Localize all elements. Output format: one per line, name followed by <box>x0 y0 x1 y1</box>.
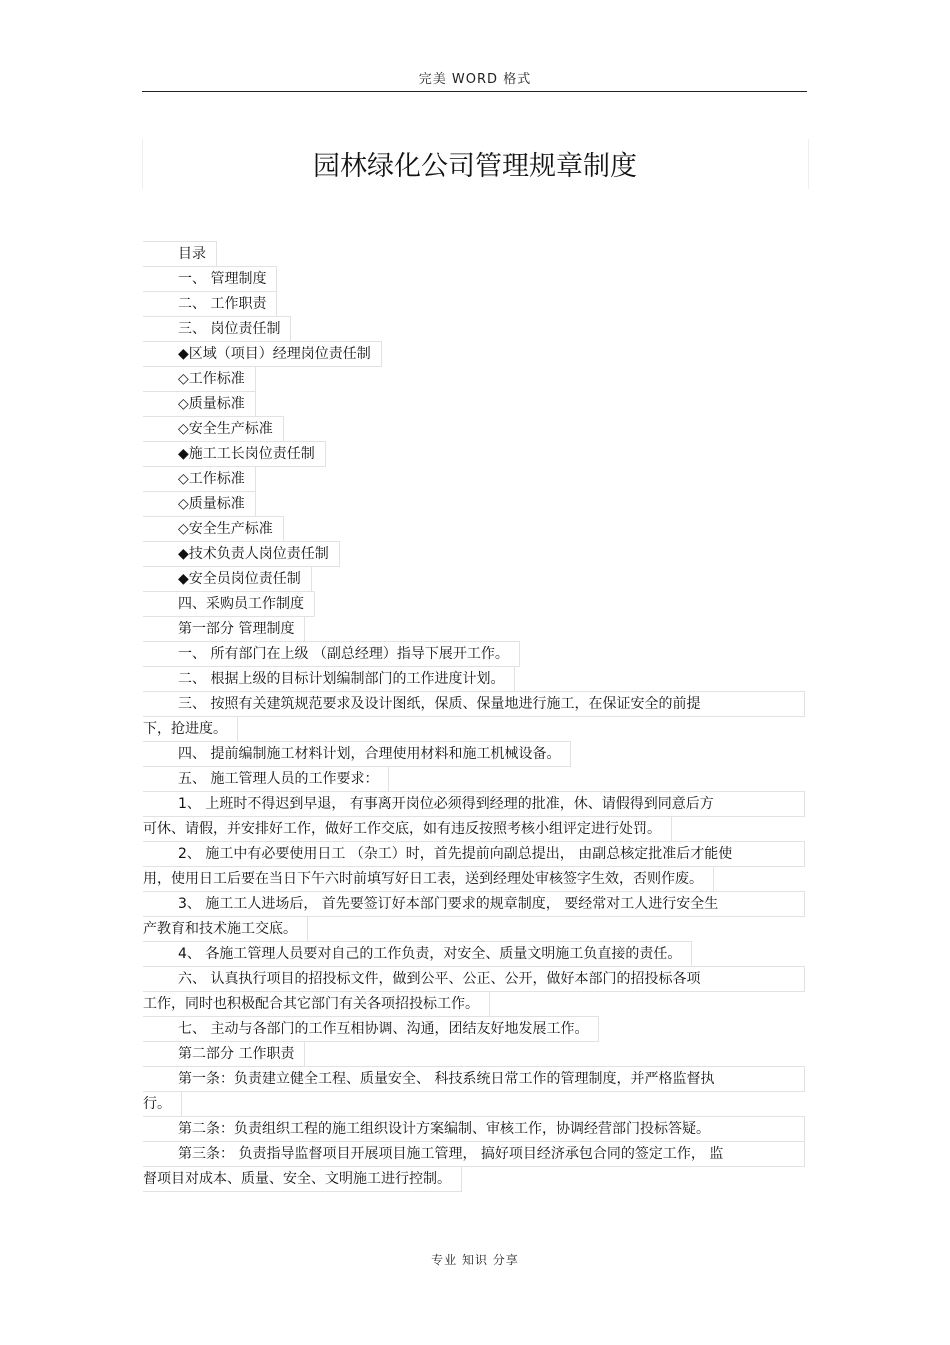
text-line <box>0 716 950 741</box>
text-line <box>0 566 950 591</box>
text-line <box>0 1091 950 1116</box>
text-line-content: 2、 施工中有必要使用日工 （杂工）时，首先提前向副总提出， 由副总核定批准后才能使 <box>143 841 805 867</box>
header-rule <box>142 91 807 92</box>
text-line-content: 4、 各施工管理人员要对自己的工作负责，对安全、质量文明施工负直接的责任。 <box>143 941 692 967</box>
text-line-content: 下，抢进度。 <box>143 716 238 742</box>
text-line <box>0 491 950 516</box>
text-line-content: 第三条： 负责指导监督项目开展项目施工管理， 搞好项目经济承包合同的签定工作， 监 <box>143 1141 805 1167</box>
text-line-content: 产教育和技术施工交底。 <box>143 916 308 942</box>
text-line-content: 第二条：负责组织工程的施工组织设计方案编制、审核工作，协调经营部门投标答疑。 <box>143 1116 805 1142</box>
text-line-content: 二、 工作职责 <box>143 291 277 317</box>
text-line <box>0 816 950 841</box>
text-line <box>0 891 950 916</box>
text-line-content: ◆施工工长岗位责任制 <box>143 441 326 467</box>
text-line-content: 一、 管理制度 <box>143 266 277 292</box>
text-line-content: ◇安全生产标准 <box>143 416 284 442</box>
text-line-content: 七、 主动与各部门的工作互相协调、沟通，团结友好地发展工作。 <box>143 1016 599 1042</box>
text-line <box>0 366 950 391</box>
text-line-content: ◇质量标准 <box>143 391 256 417</box>
text-line <box>0 341 950 366</box>
text-line-content: 用，使用日工后要在当日下午六时前填写好日工表，送到经理处审核签字生效，否则作废。 <box>143 866 714 892</box>
text-line <box>0 991 950 1016</box>
text-line-content: ◇工作标准 <box>143 366 256 392</box>
text-line <box>0 641 950 666</box>
text-line-content: 一、 所有部门在上级 （副总经理）指导下展开工作。 <box>143 641 520 667</box>
text-line-content: 3、 施工工人进场后， 首先要签订好本部门要求的规章制度， 要经常对工人进行安全生 <box>143 891 805 917</box>
text-line <box>0 516 950 541</box>
text-line-content: 督项目对成本、质量、安全、文明施工进行控制。 <box>143 1166 462 1192</box>
text-line <box>0 1116 950 1141</box>
text-line <box>0 1041 950 1066</box>
text-line <box>0 1166 950 1191</box>
text-line <box>0 841 950 866</box>
text-line <box>0 941 950 966</box>
text-line-content: 工作，同时也积极配合其它部门有关各项招投标工作。 <box>143 991 490 1017</box>
text-line <box>0 916 950 941</box>
text-line <box>0 766 950 791</box>
text-line <box>0 741 950 766</box>
text-line <box>0 266 950 291</box>
text-line <box>0 291 950 316</box>
text-line <box>0 591 950 616</box>
text-line-content: ◆技术负责人岗位责任制 <box>143 541 340 567</box>
text-line-content: 行。 <box>143 1091 182 1117</box>
text-line-content: 五、 施工管理人员的工作要求： <box>143 766 389 792</box>
text-line <box>0 691 950 716</box>
text-line-content: ◇质量标准 <box>143 491 256 517</box>
text-line <box>0 791 950 816</box>
text-line-content: 三、 岗位责任制 <box>143 316 291 342</box>
document-body <box>0 241 950 1191</box>
text-line <box>0 241 950 266</box>
text-line <box>0 666 950 691</box>
text-line-content: 第二部分 工作职责 <box>143 1041 305 1067</box>
text-line-content: 四、 提前编制施工材料计划，合理使用材料和施工机械设备。 <box>143 741 571 767</box>
text-line-content: 1、 上班时不得迟到早退， 有事离开岗位必须得到经理的批准，休、请假得到同意后方 <box>143 791 805 817</box>
text-line-content: 六、 认真执行项目的招投标文件，做到公平、公正、公开，做好本部门的招投标各项 <box>143 966 805 992</box>
text-line <box>0 1066 950 1091</box>
text-line <box>0 1141 950 1166</box>
text-line-content: 目录 <box>143 241 217 267</box>
text-line-content: ◆安全员岗位责任制 <box>143 566 312 592</box>
text-line <box>0 441 950 466</box>
text-line-content: ◆区域（项目）经理岗位责任制 <box>143 341 382 367</box>
text-line <box>0 966 950 991</box>
text-line-content: 第一条：负责建立健全工程、质量安全、 科技系统日常工作的管理制度，并严格监督执 <box>143 1066 805 1092</box>
text-line <box>0 541 950 566</box>
text-line <box>0 866 950 891</box>
text-line <box>0 316 950 341</box>
text-line <box>0 466 950 491</box>
text-line-content: 可休、请假，并安排好工作，做好工作交底，如有违反按照考核小组评定进行处罚。 <box>143 816 672 842</box>
text-line <box>0 1016 950 1041</box>
page-header: 完美 WORD 格式 <box>418 72 532 87</box>
text-line <box>0 616 950 641</box>
text-line-content: ◇工作标准 <box>143 466 256 492</box>
text-line-content: 第一部分 管理制度 <box>143 616 305 642</box>
text-line <box>0 416 950 441</box>
text-line <box>0 391 950 416</box>
document-title: 园林绿化公司管理规章制度 <box>313 151 637 182</box>
text-line-content: 三、 按照有关建筑规范要求及设计图纸，保质、保量地进行施工，在保证安全的前提 <box>143 691 805 717</box>
text-line-content: ◇安全生产标准 <box>143 516 284 542</box>
text-line-content: 二、 根据上级的目标计划编制部门的工作进度计划。 <box>143 666 515 692</box>
page-footer: 专业 知识 分享 <box>431 1253 519 1267</box>
text-line-content: 四、采购员工作制度 <box>143 591 315 617</box>
